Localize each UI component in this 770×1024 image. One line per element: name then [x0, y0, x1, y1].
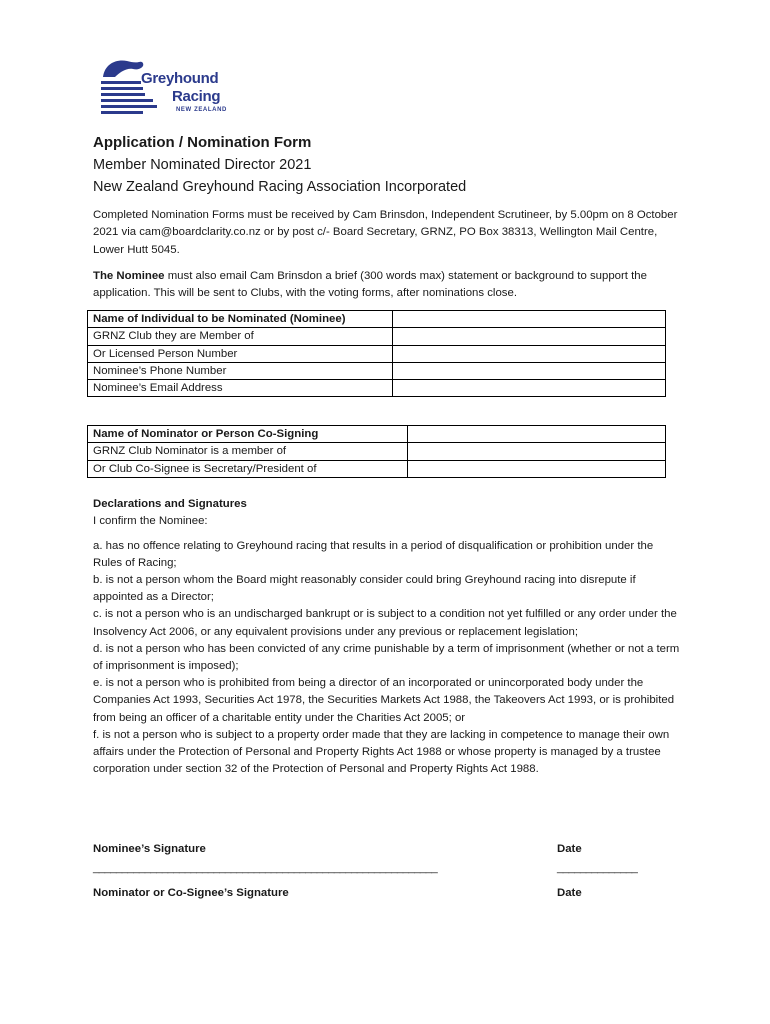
- nominee-phone-field[interactable]: [393, 362, 666, 379]
- table-row: [88, 380, 666, 397]
- list-item: d. is not a person who has been convicted of any crime punishable by a term of imprisonment (whether or not a term of imprisonment is imposed);: [93, 642, 680, 673]
- nominee-emphasis: The Nominee: [93, 269, 165, 282]
- table-row: [88, 345, 666, 362]
- table-row: [88, 426, 666, 443]
- organisation-name: New Zealand Greyhound Racing Association Incorporated: [93, 179, 467, 195]
- form-header: [93, 133, 683, 302]
- nominator-name-label: Name of Nominator or Person Co-Signing: [88, 426, 408, 443]
- nominator-details-table: [87, 425, 666, 478]
- table-row: [88, 460, 666, 477]
- nominee-date-line[interactable]: ______________: [557, 862, 638, 874]
- declarations-intro: I confirm the Nominee:: [93, 515, 208, 528]
- nominee-name-label: Name of Individual to be Nominated (Nominee): [88, 311, 393, 328]
- nominee-statement-text: must also email Cam Brinsdon a brief (300 words max) statement or background to support the application. This will be sent to Clubs, with the voting forms, after nominations close.: [93, 269, 647, 300]
- table-row: [88, 311, 666, 328]
- nominee-date-label: Date: [557, 843, 582, 855]
- nominee-name-field[interactable]: [393, 311, 666, 328]
- nominee-phone-label: Nominee’s Phone Number: [88, 362, 393, 379]
- submission-instructions: Completed Nomination Forms must be received by Cam Brinsdon, Independent Scrutineer, by 5.00pm on 8 October 2021 via cam@boardclarity.co.nz or by post c/- Board Secretary, GRNZ, PO Box 38313, Wellington Mail Centre, Lower Hutt 5045.: [93, 209, 678, 256]
- logo-word-greyhound: Greyhound: [141, 70, 219, 87]
- declarations-section: [93, 496, 683, 778]
- nominee-signature-line[interactable]: ____________________________________________________________: [93, 862, 438, 874]
- table-row: [88, 362, 666, 379]
- nominee-email-field[interactable]: [393, 380, 666, 397]
- nominee-club-field[interactable]: [393, 328, 666, 345]
- declarations-list: [93, 538, 683, 779]
- list-item: a. has no offence relating to Greyhound racing that results in a period of disqualification or prohibition under the Rules of Racing;: [93, 539, 654, 569]
- table-row: [88, 328, 666, 345]
- table-row: [88, 443, 666, 460]
- list-item: c. is not a person who is an undischarged bankrupt or is subject to a condition not yet fulfilled or any order under the Insolvency Act 2006, or any equivalent provisions under any previous or replacement legislation;: [93, 608, 677, 638]
- greyhound-stripes-icon: [101, 61, 157, 114]
- form-title: Application / Nomination Form: [93, 134, 312, 151]
- logo-word-racing: Racing: [172, 88, 221, 105]
- nominee-statement-instructions: [93, 268, 683, 303]
- list-item: b. is not a person whom the Board might reasonably consider could bring Greyhound racing into disrepute if appointed as a Director;: [93, 574, 636, 604]
- nominee-club-label: GRNZ Club they are Member of: [88, 328, 393, 345]
- nominee-details-table: [87, 310, 666, 397]
- nominator-date-label: Date: [557, 887, 582, 899]
- nominator-name-field[interactable]: [408, 426, 666, 443]
- form-subtitle: Member Nominated Director 2021: [93, 157, 312, 173]
- nominee-signature-label: Nominee’s Signature: [93, 843, 206, 855]
- co-signee-club-label: Or Club Co-Signee is Secretary/President of: [88, 460, 408, 477]
- co-signee-club-field[interactable]: [408, 460, 666, 477]
- nominee-email-label: Nominee’s Email Address: [88, 380, 393, 397]
- declarations-heading: Declarations and Signatures: [93, 498, 247, 510]
- licensed-person-number-field[interactable]: [393, 345, 666, 362]
- nominator-club-label: GRNZ Club Nominator is a member of: [88, 443, 408, 460]
- licensed-person-number-label: Or Licensed Person Number: [88, 345, 393, 362]
- nominator-signature-label: Nominator or Co-Signee’s Signature: [93, 887, 289, 899]
- list-item: e. is not a person who is prohibited from being a director of an incorporated or unincorporated body under the Companies Act 1993, Securities Act 1978, the Securities Markets Act 1988, the Takeovers Act 1993, or is prohibited from being an officer of a charitable entity under the Charities Act 2005; or: [93, 677, 675, 724]
- list-item: f. is not a person who is subject to a property order made that they are lacking in competence to manage their own affairs under the Protection of Personal and Property Rights Act 1988 or whose property is managed by a trustee corporation under section 32 of the Protection of Personal and Property Rights Act 1988.: [93, 728, 670, 776]
- nominator-club-field[interactable]: [408, 443, 666, 460]
- logo-word-new-zealand: NEW ZEALAND: [176, 107, 227, 113]
